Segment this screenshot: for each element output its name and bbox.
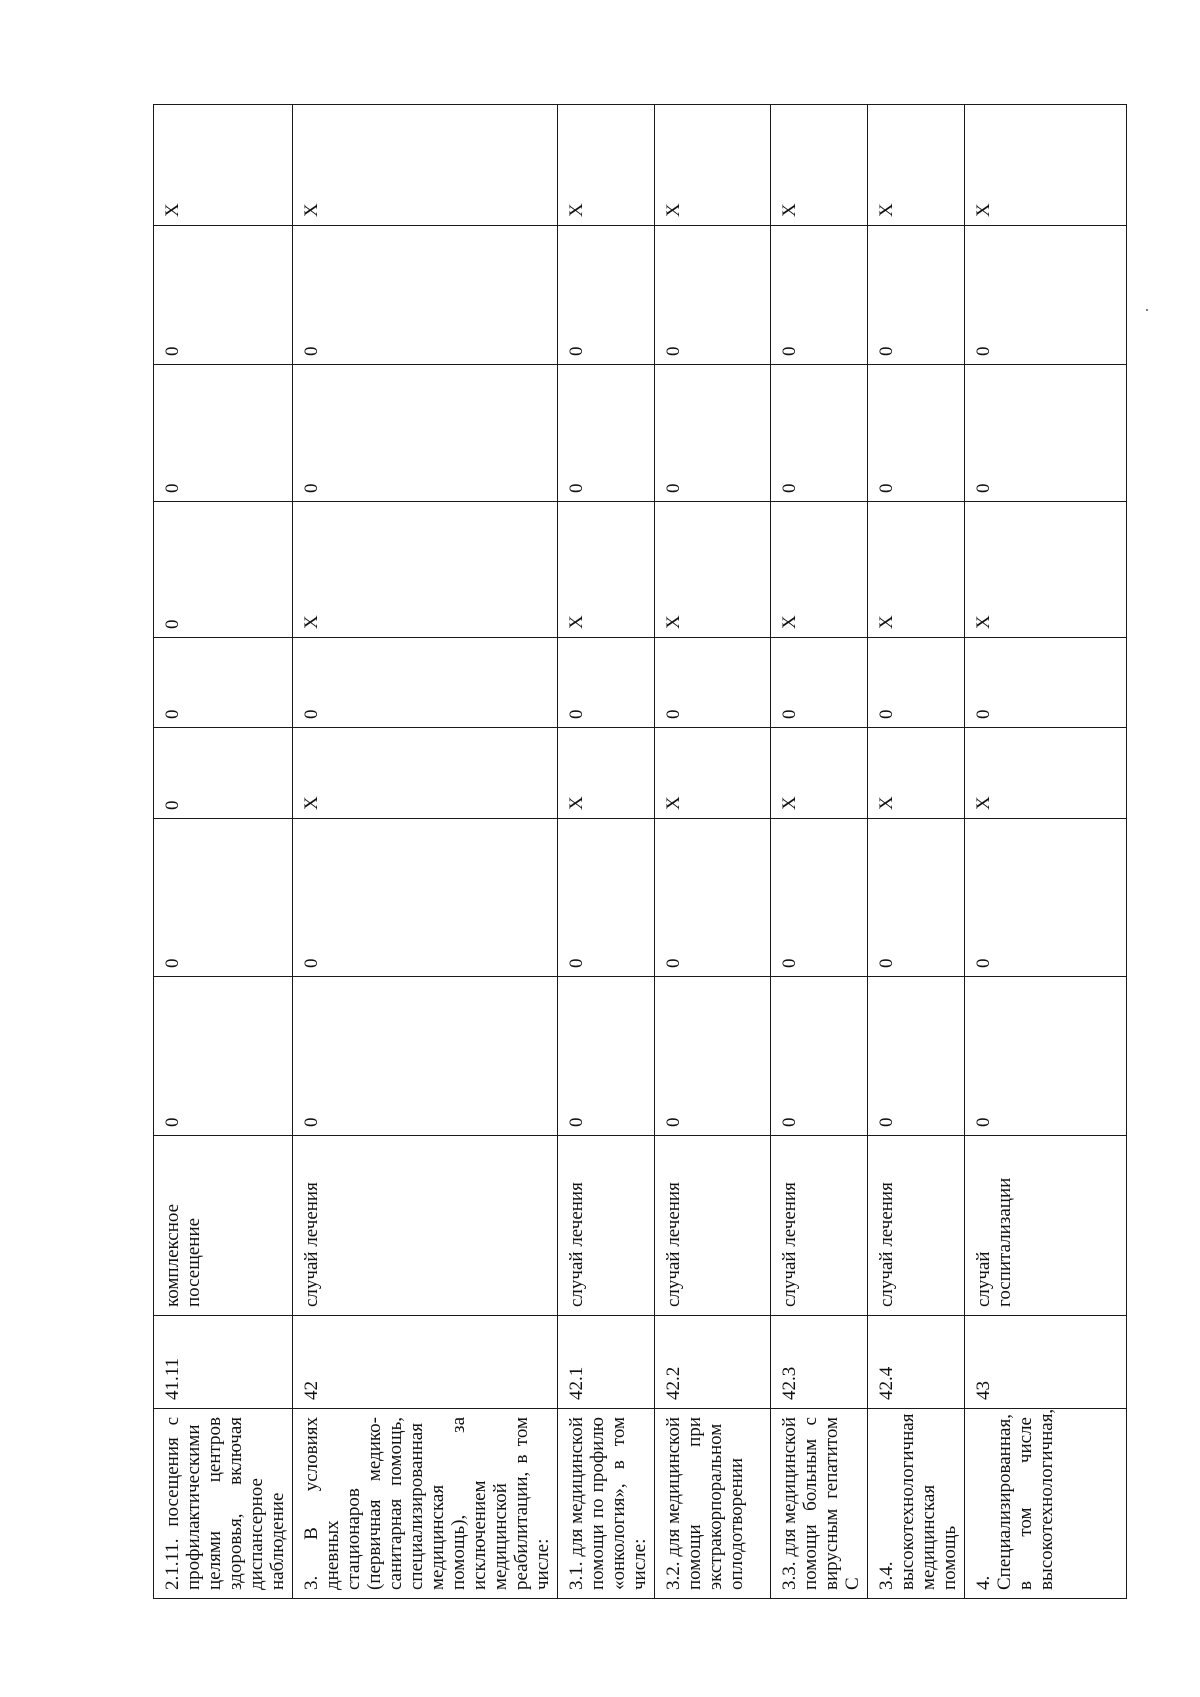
value-cell: 0	[154, 819, 293, 977]
value-cell: X	[965, 502, 1127, 638]
table-row	[655, 105, 771, 1599]
unit-cell: случай госпитализации	[965, 1136, 1127, 1316]
row-number-cell: 42.4	[868, 1316, 965, 1409]
value-cell: 0	[655, 226, 771, 365]
value-cell: 0	[558, 977, 655, 1136]
value-cell: 0	[965, 365, 1127, 502]
row-number-cell: 42	[293, 1316, 558, 1409]
row-number-cell: 42.1	[558, 1316, 655, 1409]
value-cell: 0	[558, 819, 655, 977]
value-cell: X	[868, 728, 965, 819]
row-name-cell: 3.2. для медицинской помощи при экстракорпоральном оплодотворении	[655, 1409, 771, 1599]
value-cell: X	[965, 105, 1127, 226]
value-cell: X	[868, 105, 965, 226]
value-cell: 0	[293, 365, 558, 502]
value-cell: 0	[868, 638, 965, 728]
value-cell: X	[655, 728, 771, 819]
row-number-cell: 42.3	[771, 1316, 868, 1409]
value-cell: X	[558, 728, 655, 819]
value-cell: 0	[868, 977, 965, 1136]
value-cell: 0	[771, 365, 868, 502]
rotated-page-content	[153, 105, 1057, 1599]
unit-cell: комплексное посещение	[154, 1136, 293, 1316]
row-number-cell: 43	[965, 1316, 1127, 1409]
row-name-cell: 3.1. для медицинской помощи по профилю «онкология», в том числе:	[558, 1409, 655, 1599]
value-cell: 0	[558, 638, 655, 728]
unit-cell: случай лечения	[655, 1136, 771, 1316]
value-cell: 0	[293, 977, 558, 1136]
table-row	[154, 105, 293, 1599]
value-cell: 0	[655, 638, 771, 728]
value-cell: X	[293, 502, 558, 638]
unit-cell: случай лечения	[558, 1136, 655, 1316]
unit-cell: случай лечения	[771, 1136, 868, 1316]
value-cell: 0	[154, 226, 293, 365]
value-cell: 0	[868, 365, 965, 502]
unit-cell: случай лечения	[293, 1136, 558, 1316]
value-cell: 0	[771, 638, 868, 728]
value-cell: X	[771, 728, 868, 819]
value-cell: X	[771, 502, 868, 638]
value-cell: 0	[293, 226, 558, 365]
value-cell: 0	[965, 226, 1127, 365]
value-cell: 0	[655, 977, 771, 1136]
table-row	[558, 105, 655, 1599]
table-row	[965, 105, 1127, 1599]
value-cell: 0	[771, 977, 868, 1136]
row-name-cell: 3.3. для медицинской помощи больным с вирусным гепатитом С	[771, 1409, 868, 1599]
value-cell: X	[655, 105, 771, 226]
value-cell: 0	[771, 226, 868, 365]
value-cell: 0	[154, 977, 293, 1136]
value-cell: X	[771, 105, 868, 226]
table-row	[293, 105, 558, 1599]
value-cell: 0	[293, 638, 558, 728]
value-cell: 0	[868, 226, 965, 365]
scan-speck	[1146, 309, 1148, 311]
row-number-cell: 41.11	[154, 1316, 293, 1409]
value-cell: 0	[154, 728, 293, 819]
value-cell: 0	[293, 819, 558, 977]
value-cell: 0	[558, 226, 655, 365]
value-cell: X	[293, 728, 558, 819]
value-cell: X	[558, 502, 655, 638]
row-name-cell: 4. Специализированная, в том числе высокотехнологичная,	[965, 1409, 1127, 1599]
value-cell: 0	[558, 365, 655, 502]
value-cell: 0	[655, 365, 771, 502]
value-cell: X	[558, 105, 655, 226]
unit-cell: случай лечения	[868, 1136, 965, 1316]
table-row	[868, 105, 965, 1599]
row-name-cell: 3.4. высокотехнологичная медицинская помощь	[868, 1409, 965, 1599]
value-cell: 0	[154, 502, 293, 638]
row-name-cell: 3. В условиях дневных стационаров (первичная медико-санитарная помощь, специализированная медицинская помощь), за исключением медицинской реабилитации, в том числе:	[293, 1409, 558, 1599]
table-row	[771, 105, 868, 1599]
value-cell: 0	[771, 819, 868, 977]
value-cell: X	[965, 728, 1127, 819]
value-cell: X	[868, 502, 965, 638]
value-cell: 0	[965, 819, 1127, 977]
row-number-cell: 42.2	[655, 1316, 771, 1409]
value-cell: X	[293, 105, 558, 226]
value-cell: X	[655, 502, 771, 638]
value-cell: 0	[965, 638, 1127, 728]
value-cell: 0	[965, 977, 1127, 1136]
value-cell: 0	[868, 819, 965, 977]
medical-care-volume-table	[153, 104, 1127, 1599]
row-name-cell: 2.1.11. посещения с профилактическими целями центров здоровья, включая диспансерное наблюдение	[154, 1409, 293, 1599]
value-cell: 0	[655, 819, 771, 977]
value-cell: 0	[154, 638, 293, 728]
value-cell: 0	[154, 365, 293, 502]
value-cell: X	[154, 105, 293, 226]
